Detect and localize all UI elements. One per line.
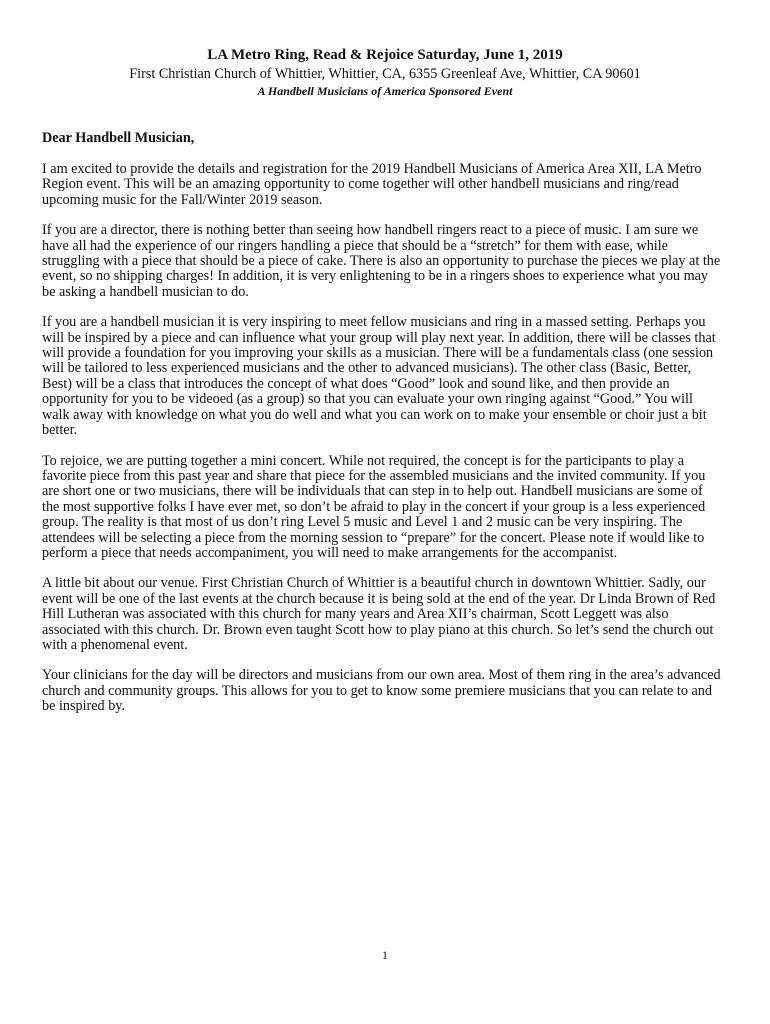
paragraph-concert: To rejoice, we are putting together a mini concert. While not required, the concept is for the participants to play a favorite piece from this past year and share that piece for the assembled musicians and the invited community. If you are short one or two musicians, there will be individuals that can step in to help out. Handbell musicians are some of the most supportive folks I have ever met, so don’t be afraid to play in the concert if your group is a less experienced group. The reality is that most of us don’t ring Level 5 music and Level 1 and 2 music can be very inspiring. The attendees will be selecting a piece from the morning session to “prepare” for the concert. Please note if would like to perform a piece that needs accompaniment, you will need to make arrangements for the accompanist. [42, 452, 706, 561]
paragraph-venue: A little bit about our venue. First Christian Church of Whittier is a beautiful church in downtown Whittier. Sadly, our event will be one of the last events at the church because it is being sold at the end of the year. Dr Linda Brown of Red Hill Lutheran was associated with this church for many years and Area XII’s chairman, Scott Leggett was also associated with this church. Dr. Brown even taught Scott how to play piano at this church. So let’s send the church out with a phenomenal event. [42, 575, 716, 653]
paragraph-directors: If you are a director, there is nothing better than seeing how handbell ringers react to a piece of music. I am sure we have all had the experience of our ringers handling a piece that should be a “stretch” for them with ease, while struggling with a piece that should be a piece of cake. There is also an opportunity to purchase the pieces we play at the event, so no shipping charges! In addition, it is very enlightening to be in a ringers shoes to experience what you may be asking a handbell musician to do. [42, 222, 721, 300]
page-number: 1 [382, 948, 388, 962]
paragraph-clinicians: Your clinicians for the day will be directors and musicians from our own area. Most of them ring in the area’s advanced church and community groups. This allows for you to get to know some premiere musicians that you can relate to and be inspired by. [42, 667, 721, 715]
venue-address: First Christian Church of Whittier, Whittier, CA, 6355 Greenleaf Ave, Whittier, CA 90601 [129, 66, 641, 82]
letter-body [42, 130, 722, 730]
paragraph-introduction: I am excited to provide the details and registration for the 2019 Handbell Musicians of America Area XII, LA Metro Region event. This will be an amazing opportunity to come together will other handbell musicians and ring/read upcoming music for the Fall/Winter 2019 season. [42, 161, 702, 208]
event-title: LA Metro Ring, Read & Rejoice Saturday, June 1, 2019 [207, 47, 563, 63]
letter-header [0, 45, 770, 99]
sponsor-line: A Handbell Musicians of America Sponsored Event [257, 84, 513, 98]
salutation: Dear Handbell Musician, [42, 130, 195, 146]
paragraph-musicians: If you are a handbell musician it is very inspiring to meet fellow musicians and ring in a massed setting. Perhaps you will be inspired by a piece and can influence what your group will play next year. In addition, there will be classes that will provide a foundation for you improving your skills as a musician. There will be a fundamentals class (one session will be tailored to less experienced musicians and the other to advanced musicians). The other class (Basic, Better, Best) will be a class that introduces the concept of what does “Good” look and sound like, and then provide an opportunity for you to be videoed (as a group) so that you can evaluate your own ringing against “Good.” You will walk away with knowledge on what you do well and what you can work on to make your ensemble or choir just a bit better. [42, 314, 716, 439]
